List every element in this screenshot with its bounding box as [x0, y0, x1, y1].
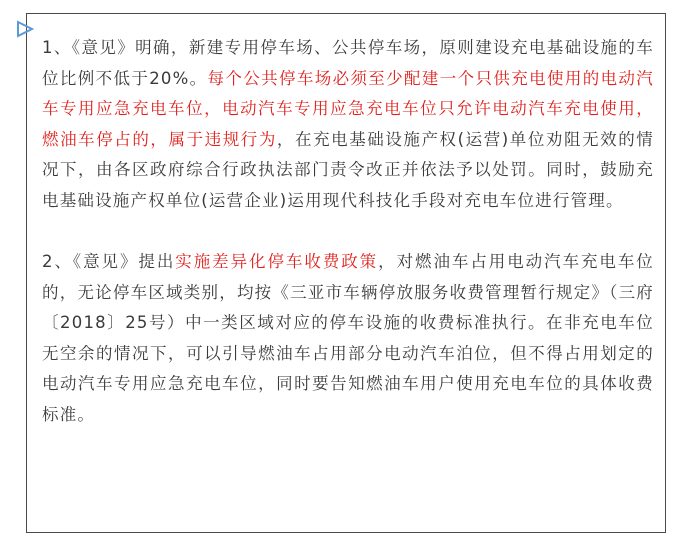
paragraph-1 — [42, 33, 654, 216]
paragraph-2-highlight: 实施差异化停车收费政策 — [175, 252, 379, 271]
article-body — [42, 33, 654, 430]
paragraph-1-segment-3: ，在充电基础设施产权(运营)单位劝阻无效的情况下，由各区政府综合行政执法部门责令改正并依法予以处罚。同时，鼓励充电基础设施产权单位(运营企业)运用现代科技化手段对充电车位进行管理。 — [42, 129, 654, 210]
corner-arrow-icon — [16, 20, 34, 38]
paragraph-1-highlight: 每个公共停车场必须至少配建一个只供充电使用的电动汽车专用应急充电车位，电动汽车专用应急充电车位只允许电动汽车充电使用，燃油车停占的，属于违规行为 — [42, 68, 654, 149]
paragraph-2 — [42, 247, 654, 430]
paragraph-2-segment-3: ，对燃油车占用电动汽车充电车位的，无论停车区域类别，均按《三亚市车辆停放服务收费管理暂行规定》（三府〔2018〕25号）中一类区域对应的停车设施的收费标准执行。在非充电车位无空余的情况下，可以引导燃油车占用部分电动汽车泊位，但不得占用划定的电动汽车专用应急充电车位，同时要告知燃油车用户使用充电车位的具体收费标准。 — [42, 252, 655, 424]
paragraph-2-segment-1: 2、《意见》提出 — [42, 252, 176, 271]
paragraph-1-segment-1: 1、《意见》明确，新建专用停车场、公共停车场，原则建设充电基础设施的车位比例不低于20%。 — [42, 38, 654, 88]
